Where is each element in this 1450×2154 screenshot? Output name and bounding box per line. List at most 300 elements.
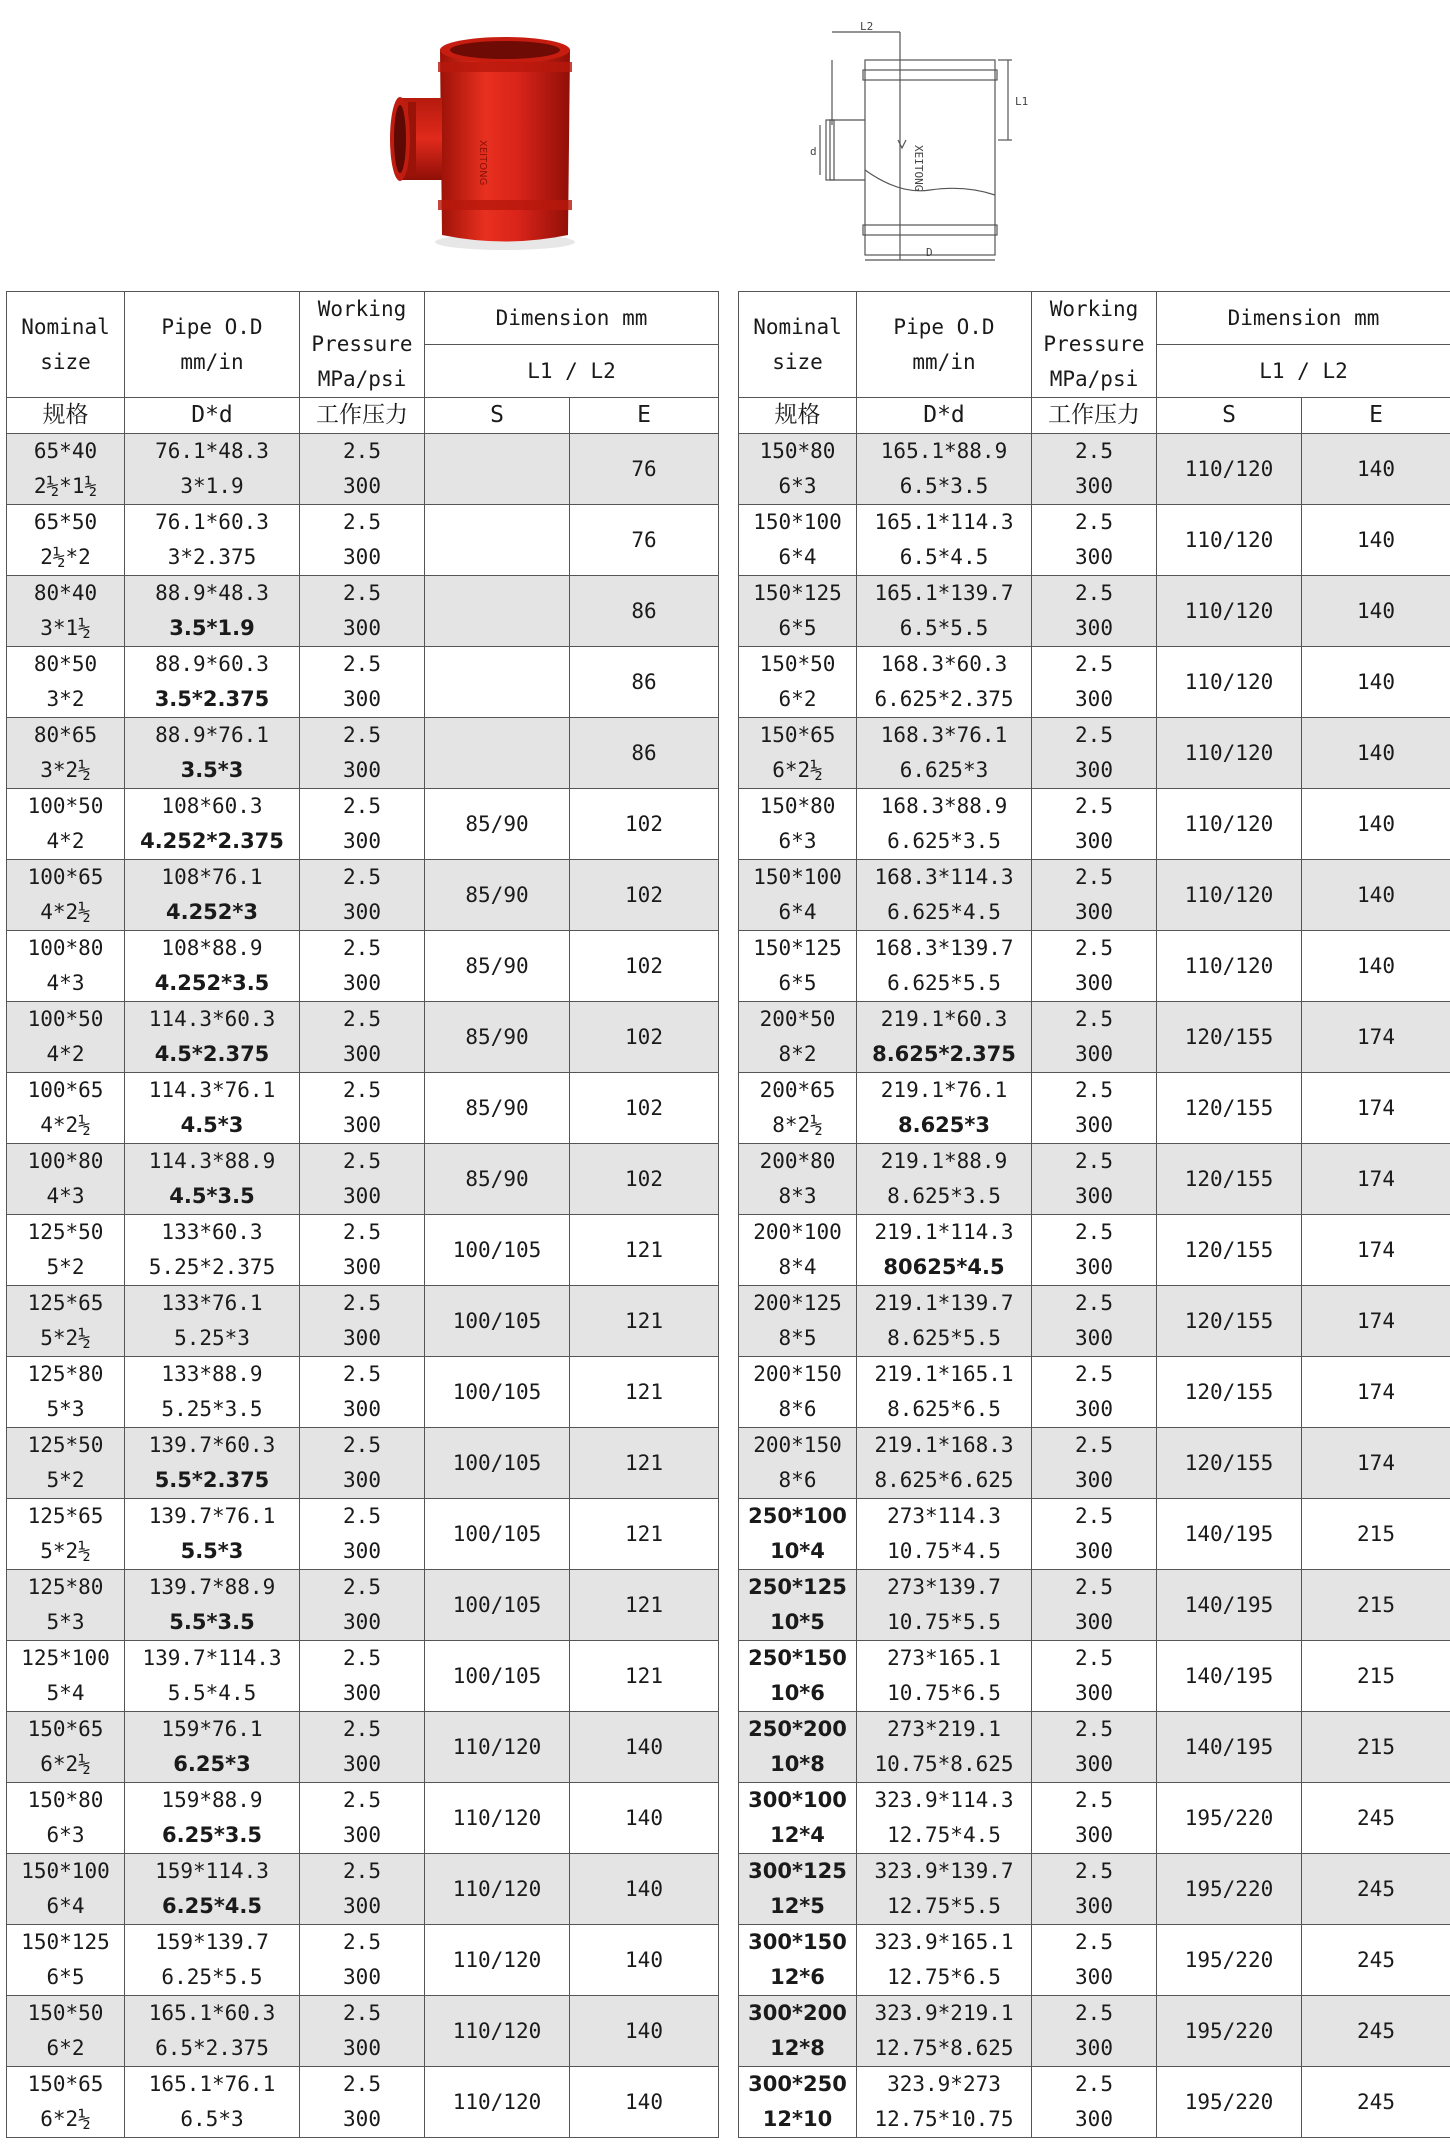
s-cell: 85/90 — [425, 1002, 570, 1073]
pressure-cell: 2.5 300 — [1032, 931, 1157, 1002]
pipe-od-cell: 76.1*48.3 3*1.9 — [125, 434, 300, 505]
nominal-size-cell: 100*65 4*2½ — [7, 860, 125, 931]
table-row — [7, 931, 719, 1002]
pipe-od-cell: 165.1*76.1 6.5*3 — [125, 2067, 300, 2138]
e-cell: 86 — [570, 576, 719, 647]
e-cell: 121 — [570, 1641, 719, 1712]
pipe-od-cell: 323.9*165.1 12.75*6.5 — [857, 1925, 1032, 1996]
pressure-cell: 2.5 300 — [300, 434, 425, 505]
s-cell — [425, 718, 570, 789]
dd-header: D*d — [857, 398, 1032, 434]
pipe-od-cell: 133*88.9 5.25*3.5 — [125, 1357, 300, 1428]
pipe-od-cell: 168.3*114.3 6.625*4.5 — [857, 860, 1032, 931]
table-row — [739, 434, 1450, 505]
dimension-header: Dimension mm — [1157, 292, 1450, 345]
e-cell: 121 — [570, 1570, 719, 1641]
pipe-od-cell: 219.1*139.7 8.625*5.5 — [857, 1286, 1032, 1357]
e-cell: 140 — [570, 1783, 719, 1854]
nominal-size-header: Nominal size — [7, 292, 125, 398]
pressure-cell: 2.5 300 — [1032, 1499, 1157, 1570]
table-row — [739, 576, 1450, 647]
right-table-body — [739, 434, 1450, 2138]
s-cell: 100/105 — [425, 1641, 570, 1712]
pressure-cell: 2.5 300 — [300, 647, 425, 718]
s-cell: 110/120 — [1157, 505, 1302, 576]
d-small-label: d — [810, 145, 817, 158]
table-row — [7, 1428, 719, 1499]
pressure-cell: 2.5 300 — [1032, 1428, 1157, 1499]
pipe-od-cell: 133*76.1 5.25*3 — [125, 1286, 300, 1357]
e-cell: 245 — [1302, 1996, 1450, 2067]
table-row — [7, 1996, 719, 2067]
nominal-size-cell: 125*80 5*3 — [7, 1570, 125, 1641]
s-cell: 100/105 — [425, 1286, 570, 1357]
s-header: S — [1157, 398, 1302, 434]
e-cell: 102 — [570, 860, 719, 931]
e-cell: 174 — [1302, 1286, 1450, 1357]
nominal-size-cell: 100*80 4*3 — [7, 1144, 125, 1215]
table-row — [7, 1286, 719, 1357]
pressure-cell: 2.5 300 — [1032, 1286, 1157, 1357]
table-row — [7, 860, 719, 931]
e-cell: 121 — [570, 1428, 719, 1499]
e-cell: 140 — [1302, 647, 1450, 718]
table-row — [7, 434, 719, 505]
pressure-cell: 2.5 300 — [1032, 1996, 1157, 2067]
table-row — [739, 1144, 1450, 1215]
svg-text:XEITONG: XEITONG — [477, 140, 488, 186]
s-cell: 120/155 — [1157, 1002, 1302, 1073]
table-row — [739, 2067, 1450, 2138]
e-cell: 174 — [1302, 1357, 1450, 1428]
nominal-size-cell: 150*65 6*2½ — [7, 2067, 125, 2138]
s-cell: 195/220 — [1157, 1925, 1302, 1996]
pipe-od-cell: 219.1*76.1 8.625*3 — [857, 1073, 1032, 1144]
e-cell: 174 — [1302, 1428, 1450, 1499]
e-cell: 174 — [1302, 1215, 1450, 1286]
pressure-cell: 2.5 300 — [300, 860, 425, 931]
nominal-size-cell: 125*65 5*2½ — [7, 1286, 125, 1357]
nominal-size-cell: 125*50 5*2 — [7, 1428, 125, 1499]
pressure-cell: 2.5 300 — [300, 1996, 425, 2067]
s-cell: 100/105 — [425, 1570, 570, 1641]
nominal-size-cell: 200*150 8*6 — [739, 1428, 857, 1499]
s-cell: 140/195 — [1157, 1712, 1302, 1783]
s-cell — [425, 576, 570, 647]
s-cell: 100/105 — [425, 1499, 570, 1570]
pressure-cell: 2.5 300 — [300, 1925, 425, 1996]
table-row — [739, 1570, 1450, 1641]
pipe-od-cell: 139.7*88.9 5.5*3.5 — [125, 1570, 300, 1641]
spec-header: 规格 — [739, 398, 857, 434]
l1-l2-header: L1 / L2 — [1157, 345, 1450, 398]
brand-mark: XEITONG — [912, 145, 925, 192]
s-cell: 110/120 — [1157, 718, 1302, 789]
pressure-cell: 2.5 300 — [300, 1073, 425, 1144]
nominal-size-cell: 65*50 2½*2 — [7, 505, 125, 576]
nominal-size-cell: 150*100 6*4 — [739, 505, 857, 576]
pressure-cell: 2.5 300 — [300, 718, 425, 789]
s-cell: 110/120 — [425, 1712, 570, 1783]
nominal-size-cell: 65*40 2½*1½ — [7, 434, 125, 505]
pipe-od-cell: 219.1*60.3 8.625*2.375 — [857, 1002, 1032, 1073]
nominal-size-cell: 80*50 3*2 — [7, 647, 125, 718]
s-cell: 85/90 — [425, 931, 570, 1002]
e-cell: 215 — [1302, 1641, 1450, 1712]
pipe-od-cell: 168.3*139.7 6.625*5.5 — [857, 931, 1032, 1002]
e-cell: 76 — [570, 505, 719, 576]
e-cell: 140 — [1302, 718, 1450, 789]
table-row — [739, 1641, 1450, 1712]
nominal-size-cell: 150*100 6*4 — [739, 860, 857, 931]
pressure-cell: 2.5 300 — [1032, 647, 1157, 718]
e-cell: 121 — [570, 1499, 719, 1570]
e-cell: 140 — [1302, 505, 1450, 576]
pressure-cell: 2.5 300 — [1032, 718, 1157, 789]
e-cell: 102 — [570, 1073, 719, 1144]
pipe-od-cell: 88.9*48.3 3.5*1.9 — [125, 576, 300, 647]
e-cell: 140 — [1302, 434, 1450, 505]
e-cell: 121 — [570, 1215, 719, 1286]
nominal-size-cell: 200*125 8*5 — [739, 1286, 857, 1357]
pipe-od-cell: 114.3*88.9 4.5*3.5 — [125, 1144, 300, 1215]
s-cell — [425, 434, 570, 505]
pipe-od-cell: 139.7*60.3 5.5*2.375 — [125, 1428, 300, 1499]
nominal-size-cell: 300*200 12*8 — [739, 1996, 857, 2067]
pipe-od-cell: 88.9*76.1 3.5*3 — [125, 718, 300, 789]
pressure-cell: 2.5 300 — [1032, 434, 1157, 505]
e-cell: 245 — [1302, 1854, 1450, 1925]
s-cell: 120/155 — [1157, 1215, 1302, 1286]
pipe-od-cell: 165.1*88.9 6.5*3.5 — [857, 434, 1032, 505]
pressure-cell: 2.5 300 — [300, 505, 425, 576]
e-cell: 215 — [1302, 1499, 1450, 1570]
e-cell: 140 — [570, 2067, 719, 2138]
pressure-cell: 2.5 300 — [1032, 1144, 1157, 1215]
working-pressure-header: Working Pressure MPa/psi — [1032, 292, 1157, 398]
pressure-cell: 2.5 300 — [1032, 505, 1157, 576]
s-cell — [425, 505, 570, 576]
pipe-od-cell: 108*60.3 4.252*2.375 — [125, 789, 300, 860]
nominal-size-cell: 125*100 5*4 — [7, 1641, 125, 1712]
table-row — [7, 1712, 719, 1783]
e-cell: 140 — [570, 1854, 719, 1925]
pipe-od-cell: 159*139.7 6.25*5.5 — [125, 1925, 300, 1996]
s-cell: 110/120 — [425, 1854, 570, 1925]
e-cell: 174 — [1302, 1073, 1450, 1144]
pipe-od-cell: 323.9*139.7 12.75*5.5 — [857, 1854, 1032, 1925]
table-row — [7, 1783, 719, 1854]
working-pressure-header: Working Pressure MPa/psi — [300, 292, 425, 398]
table-row — [739, 1499, 1450, 1570]
e-cell: 215 — [1302, 1712, 1450, 1783]
nominal-size-cell: 150*80 6*3 — [7, 1783, 125, 1854]
pipe-od-cell: 273*165.1 10.75*6.5 — [857, 1641, 1032, 1712]
s-cell: 120/155 — [1157, 1428, 1302, 1499]
e-cell: 140 — [1302, 931, 1450, 1002]
table-row — [739, 647, 1450, 718]
l2-label: L2 — [860, 20, 874, 33]
table-row — [7, 1144, 719, 1215]
s-cell: 140/195 — [1157, 1499, 1302, 1570]
nominal-size-cell: 250*150 10*6 — [739, 1641, 857, 1712]
pipe-od-cell: 159*88.9 6.25*3.5 — [125, 1783, 300, 1854]
pipe-od-cell: 139.7*76.1 5.5*3 — [125, 1499, 300, 1570]
table-row — [7, 1357, 719, 1428]
nominal-size-cell: 200*50 8*2 — [739, 1002, 857, 1073]
pipe-od-cell: 219.1*168.3 8.625*6.625 — [857, 1428, 1032, 1499]
s-cell: 120/155 — [1157, 1357, 1302, 1428]
e-cell: 215 — [1302, 1570, 1450, 1641]
dimension-header: Dimension mm — [425, 292, 719, 345]
s-cell: 195/220 — [1157, 1783, 1302, 1854]
pipe-od-cell: 273*219.1 10.75*8.625 — [857, 1712, 1032, 1783]
table-row — [7, 1925, 719, 1996]
table-row — [7, 1073, 719, 1144]
pipe-od-cell: 168.3*76.1 6.625*3 — [857, 718, 1032, 789]
l1-l2-header: L1 / L2 — [425, 345, 719, 398]
s-cell: 195/220 — [1157, 1996, 1302, 2067]
pressure-cell: 2.5 300 — [1032, 1570, 1157, 1641]
table-row — [7, 505, 719, 576]
left-table-body — [7, 434, 719, 2138]
table-row — [739, 505, 1450, 576]
e-cell: 121 — [570, 1357, 719, 1428]
pipe-od-cell: 88.9*60.3 3.5*2.375 — [125, 647, 300, 718]
e-cell: 76 — [570, 434, 719, 505]
table-row — [739, 1925, 1450, 1996]
pressure-cell: 2.5 300 — [1032, 789, 1157, 860]
nominal-size-cell: 150*80 6*3 — [739, 434, 857, 505]
nominal-size-cell: 100*80 4*3 — [7, 931, 125, 1002]
pipe-od-cell: 133*60.3 5.25*2.375 — [125, 1215, 300, 1286]
pipe-od-cell: 323.9*219.1 12.75*8.625 — [857, 1996, 1032, 2067]
s-cell: 110/120 — [1157, 789, 1302, 860]
pipe-od-cell: 219.1*165.1 8.625*6.5 — [857, 1357, 1032, 1428]
pipe-od-cell: 273*114.3 10.75*4.5 — [857, 1499, 1032, 1570]
pipe-od-cell: 168.3*88.9 6.625*3.5 — [857, 789, 1032, 860]
pressure-cell: 2.5 300 — [300, 1854, 425, 1925]
e-cell: 174 — [1302, 1144, 1450, 1215]
table-row — [739, 1783, 1450, 1854]
pipe-od-cell: 114.3*76.1 4.5*3 — [125, 1073, 300, 1144]
table-row — [739, 860, 1450, 931]
pipe-od-cell: 273*139.7 10.75*5.5 — [857, 1570, 1032, 1641]
nominal-size-cell: 150*50 6*2 — [7, 1996, 125, 2067]
pressure-cell: 2.5 300 — [1032, 1002, 1157, 1073]
nominal-size-cell: 150*65 6*2½ — [7, 1712, 125, 1783]
pressure-cell: 2.5 300 — [1032, 1925, 1157, 1996]
table-row — [7, 2067, 719, 2138]
e-cell: 102 — [570, 1144, 719, 1215]
table-row — [7, 576, 719, 647]
s-cell: 110/120 — [425, 1996, 570, 2067]
e-cell: 140 — [570, 1925, 719, 1996]
nominal-size-cell: 80*40 3*1½ — [7, 576, 125, 647]
s-cell: 85/90 — [425, 1073, 570, 1144]
s-cell: 120/155 — [1157, 1286, 1302, 1357]
nominal-size-cell: 250*125 10*5 — [739, 1570, 857, 1641]
pressure-cell: 2.5 300 — [300, 1428, 425, 1499]
pressure-cell: 2.5 300 — [1032, 1783, 1157, 1854]
s-cell: 140/195 — [1157, 1641, 1302, 1712]
s-cell — [425, 647, 570, 718]
table-row — [7, 1854, 719, 1925]
table-row — [7, 1570, 719, 1641]
nominal-size-cell: 200*65 8*2½ — [739, 1073, 857, 1144]
pressure-cell: 2.5 300 — [1032, 1073, 1157, 1144]
nominal-size-cell: 125*65 5*2½ — [7, 1499, 125, 1570]
s-cell: 110/120 — [1157, 576, 1302, 647]
pipe-od-cell: 165.1*139.7 6.5*5.5 — [857, 576, 1032, 647]
pressure-cell: 2.5 300 — [300, 1712, 425, 1783]
s-cell: 195/220 — [1157, 1854, 1302, 1925]
nominal-size-cell: 250*200 10*8 — [739, 1712, 857, 1783]
s-cell: 110/120 — [425, 1925, 570, 1996]
pressure-cell: 2.5 300 — [1032, 1357, 1157, 1428]
pressure-cell: 2.5 300 — [300, 1499, 425, 1570]
pipe-od-cell: 323.9*273 12.75*10.75 — [857, 2067, 1032, 2138]
s-cell: 110/120 — [425, 2067, 570, 2138]
pressure-cell: 2.5 300 — [300, 1570, 425, 1641]
pipe-od-cell: 139.7*114.3 5.5*4.5 — [125, 1641, 300, 1712]
s-cell: 100/105 — [425, 1357, 570, 1428]
s-cell: 110/120 — [1157, 931, 1302, 1002]
e-cell: 86 — [570, 647, 719, 718]
pressure-header: 工作压力 — [1032, 398, 1157, 434]
pipe-od-cell: 108*88.9 4.252*3.5 — [125, 931, 300, 1002]
s-cell: 110/120 — [1157, 860, 1302, 931]
table-row — [7, 1215, 719, 1286]
pressure-header: 工作压力 — [300, 398, 425, 434]
pressure-cell: 2.5 300 — [1032, 860, 1157, 931]
pressure-cell: 2.5 300 — [1032, 1854, 1157, 1925]
nominal-size-cell: 150*100 6*4 — [7, 1854, 125, 1925]
pressure-cell: 2.5 300 — [1032, 1215, 1157, 1286]
table-row — [7, 718, 719, 789]
pipe-od-cell: 219.1*88.9 8.625*3.5 — [857, 1144, 1032, 1215]
nominal-size-cell: 100*65 4*2½ — [7, 1073, 125, 1144]
table-row — [739, 718, 1450, 789]
s-cell: 195/220 — [1157, 2067, 1302, 2138]
e-cell: 245 — [1302, 1925, 1450, 1996]
pressure-cell: 2.5 300 — [300, 1144, 425, 1215]
pressure-cell: 2.5 300 — [300, 1357, 425, 1428]
nominal-size-cell: 200*80 8*3 — [739, 1144, 857, 1215]
e-cell: 140 — [1302, 576, 1450, 647]
table-row — [739, 1712, 1450, 1783]
table-row — [739, 789, 1450, 860]
pressure-cell: 2.5 300 — [300, 1002, 425, 1073]
nominal-size-cell: 150*125 6*5 — [739, 931, 857, 1002]
pressure-cell: 2.5 300 — [300, 576, 425, 647]
e-header: E — [1302, 398, 1450, 434]
nominal-size-cell: 125*80 5*3 — [7, 1357, 125, 1428]
e-cell: 86 — [570, 718, 719, 789]
dimension-table-right — [738, 291, 1450, 2138]
table-row — [739, 1854, 1450, 1925]
pipe-od-cell: 76.1*60.3 3*2.375 — [125, 505, 300, 576]
s-cell: 85/90 — [425, 860, 570, 931]
s-cell: 140/195 — [1157, 1570, 1302, 1641]
pipe-od-header: Pipe O.D mm/in — [125, 292, 300, 398]
s-header: S — [425, 398, 570, 434]
pipe-od-cell: 165.1*60.3 6.5*2.375 — [125, 1996, 300, 2067]
pressure-cell: 2.5 300 — [300, 931, 425, 1002]
l1-label: L1 — [1015, 95, 1029, 108]
e-cell: 140 — [570, 1996, 719, 2067]
nominal-size-cell: 125*50 5*2 — [7, 1215, 125, 1286]
s-cell: 110/120 — [1157, 434, 1302, 505]
e-cell: 121 — [570, 1286, 719, 1357]
pressure-cell: 2.5 300 — [1032, 1712, 1157, 1783]
pressure-cell: 2.5 300 — [1032, 1641, 1157, 1712]
pressure-cell: 2.5 300 — [300, 789, 425, 860]
table-row — [739, 1996, 1450, 2067]
table-row — [7, 789, 719, 860]
pipe-od-cell: 159*76.1 6.25*3 — [125, 1712, 300, 1783]
nominal-size-cell: 100*50 4*2 — [7, 789, 125, 860]
d-big-label: D — [926, 246, 933, 259]
e-cell: 174 — [1302, 1002, 1450, 1073]
red-reducing-tee-photo — [380, 20, 630, 270]
pressure-cell: 2.5 300 — [300, 1215, 425, 1286]
pressure-cell: 2.5 300 — [1032, 2067, 1157, 2138]
s-cell: 100/105 — [425, 1428, 570, 1499]
e-cell: 102 — [570, 1002, 719, 1073]
table-row — [739, 1073, 1450, 1144]
pipe-od-cell: 168.3*60.3 6.625*2.375 — [857, 647, 1032, 718]
table-row — [739, 1215, 1450, 1286]
table-row — [739, 1357, 1450, 1428]
nominal-size-cell: 150*125 6*5 — [739, 576, 857, 647]
e-cell: 140 — [1302, 789, 1450, 860]
pipe-od-cell: 108*76.1 4.252*3 — [125, 860, 300, 931]
pipe-od-cell: 219.1*114.3 80625*4.5 — [857, 1215, 1032, 1286]
pressure-cell: 2.5 300 — [300, 1783, 425, 1854]
tee-dimension-drawing — [790, 20, 1060, 270]
s-cell: 120/155 — [1157, 1073, 1302, 1144]
nominal-size-cell: 80*65 3*2½ — [7, 718, 125, 789]
nominal-size-cell: 150*65 6*2½ — [739, 718, 857, 789]
e-cell: 102 — [570, 789, 719, 860]
e-cell: 245 — [1302, 2067, 1450, 2138]
table-row — [7, 1499, 719, 1570]
dd-header: D*d — [125, 398, 300, 434]
e-header: E — [570, 398, 719, 434]
nominal-size-cell: 300*150 12*6 — [739, 1925, 857, 1996]
table-row — [7, 1641, 719, 1712]
dimension-table-left — [6, 291, 719, 2138]
table-row — [739, 931, 1450, 1002]
nominal-size-cell: 150*125 6*5 — [7, 1925, 125, 1996]
table-row — [739, 1002, 1450, 1073]
pipe-od-cell: 159*114.3 6.25*4.5 — [125, 1854, 300, 1925]
pressure-cell: 2.5 300 — [300, 1641, 425, 1712]
pipe-od-cell: 165.1*114.3 6.5*4.5 — [857, 505, 1032, 576]
table-row — [7, 1002, 719, 1073]
spec-header: 规格 — [7, 398, 125, 434]
pressure-cell: 2.5 300 — [1032, 576, 1157, 647]
e-cell: 245 — [1302, 1783, 1450, 1854]
s-cell: 85/90 — [425, 789, 570, 860]
s-cell: 100/105 — [425, 1215, 570, 1286]
s-cell: 110/120 — [425, 1783, 570, 1854]
e-cell: 140 — [1302, 860, 1450, 931]
pipe-od-cell: 323.9*114.3 12.75*4.5 — [857, 1783, 1032, 1854]
e-cell: 140 — [570, 1712, 719, 1783]
nominal-size-cell: 200*100 8*4 — [739, 1215, 857, 1286]
